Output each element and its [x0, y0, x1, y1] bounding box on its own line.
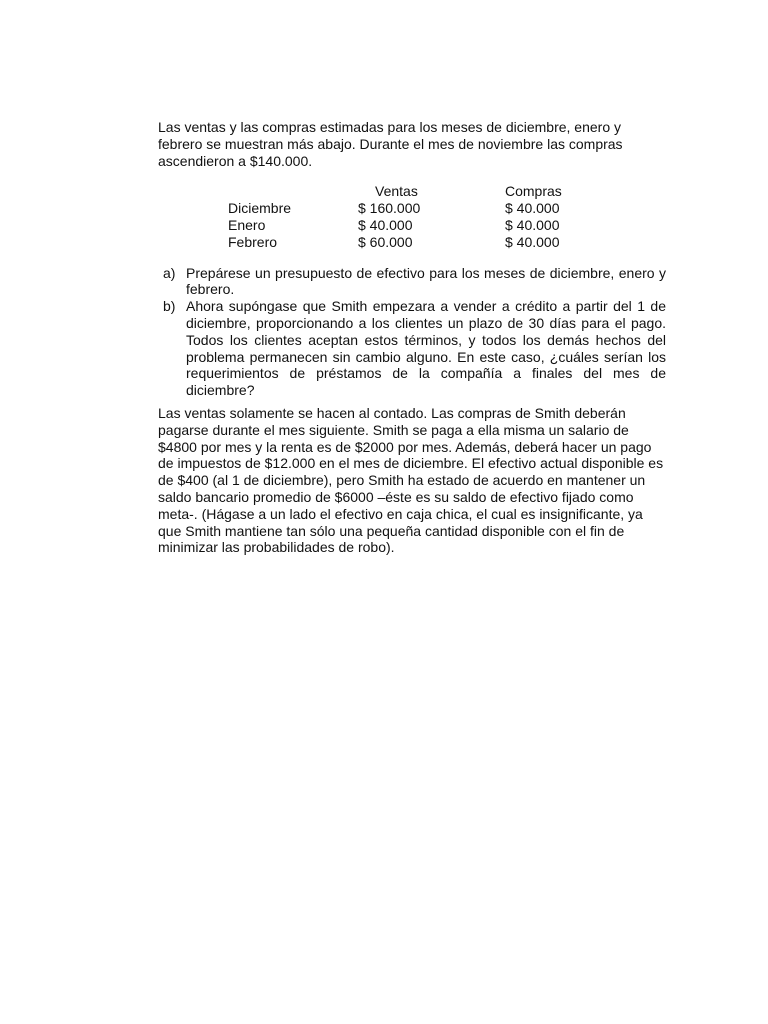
- list-item: [158, 298, 666, 399]
- table-cell-compras: $ 40.000: [505, 233, 560, 250]
- table-header-ventas: Ventas: [375, 183, 418, 200]
- table-cell-ventas: $ 160.000: [358, 200, 421, 217]
- table-row: [228, 200, 615, 217]
- closing-paragraph: Las ventas solamente se hacen al contado. Las compras de Smith deberán pagarse durante el mes siguiente. Smith se paga a ella misma un salario de $4800 por mes y la renta es de $2000 por mes. Además, deberá hacer un pago de impuestos de $12.000 en el mes de diciembre. El efectivo actual disponible es de $400 (al 1 de diciembre), pero Smith ha estado de acuerdo en mantener un saldo bancario promedio de $6000 –éste es su saldo de efectivo fijado como meta-. (Hágase a un lado el efectivo en caja chica, el cual es insignificante, ya que Smith mantiene tan sólo una pequeña cantidad disponible con el fin de minimizar las probabilidades de robo).: [158, 404, 664, 556]
- table-cell-ventas: $ 40.000: [358, 216, 413, 233]
- table-cell-month: Diciembre: [228, 200, 292, 217]
- table-cell-month: Febrero: [228, 233, 278, 250]
- questions-list: [158, 265, 666, 399]
- table-cell-month: Enero: [228, 216, 266, 233]
- list-item-text: Ahora supóngase que Smith empezara a vender a crédito a partir del 1 de diciembre, proporcionando a los clientes un plazo de 30 días para el pago. Todos los clientes aceptan estos términos, y todos los demás hechos del problema permanecen sin cambio alguno. En este caso, ¿cuáles serían los requerimientos de préstamos de la compañía a finales del mes de diciembre?: [186, 298, 666, 399]
- list-item: [158, 265, 666, 299]
- list-item-text: Prepárese un presupuesto de efectivo para los meses de diciembre, enero y febrero.: [186, 264, 666, 298]
- table-row: [228, 217, 615, 234]
- intro-paragraph: Las ventas y las compras estimadas para los meses de diciembre, enero y febrero se muestran más abajo. Durante el mes de noviembre las compras ascendieron a $140.000.: [158, 119, 623, 169]
- list-item-marker: b): [163, 298, 176, 315]
- list-item-marker: a): [163, 264, 176, 281]
- table-header-row: [228, 183, 615, 200]
- table-cell-compras: $ 40.000: [505, 216, 560, 233]
- table-header-compras: Compras: [505, 183, 562, 200]
- table-row: [228, 234, 615, 251]
- document-content: [158, 119, 666, 556]
- sales-purchases-table: [228, 183, 615, 250]
- table-cell-ventas: $ 60.000: [358, 233, 413, 250]
- table-cell-compras: $ 40.000: [505, 200, 560, 217]
- table-header-month: [228, 183, 358, 200]
